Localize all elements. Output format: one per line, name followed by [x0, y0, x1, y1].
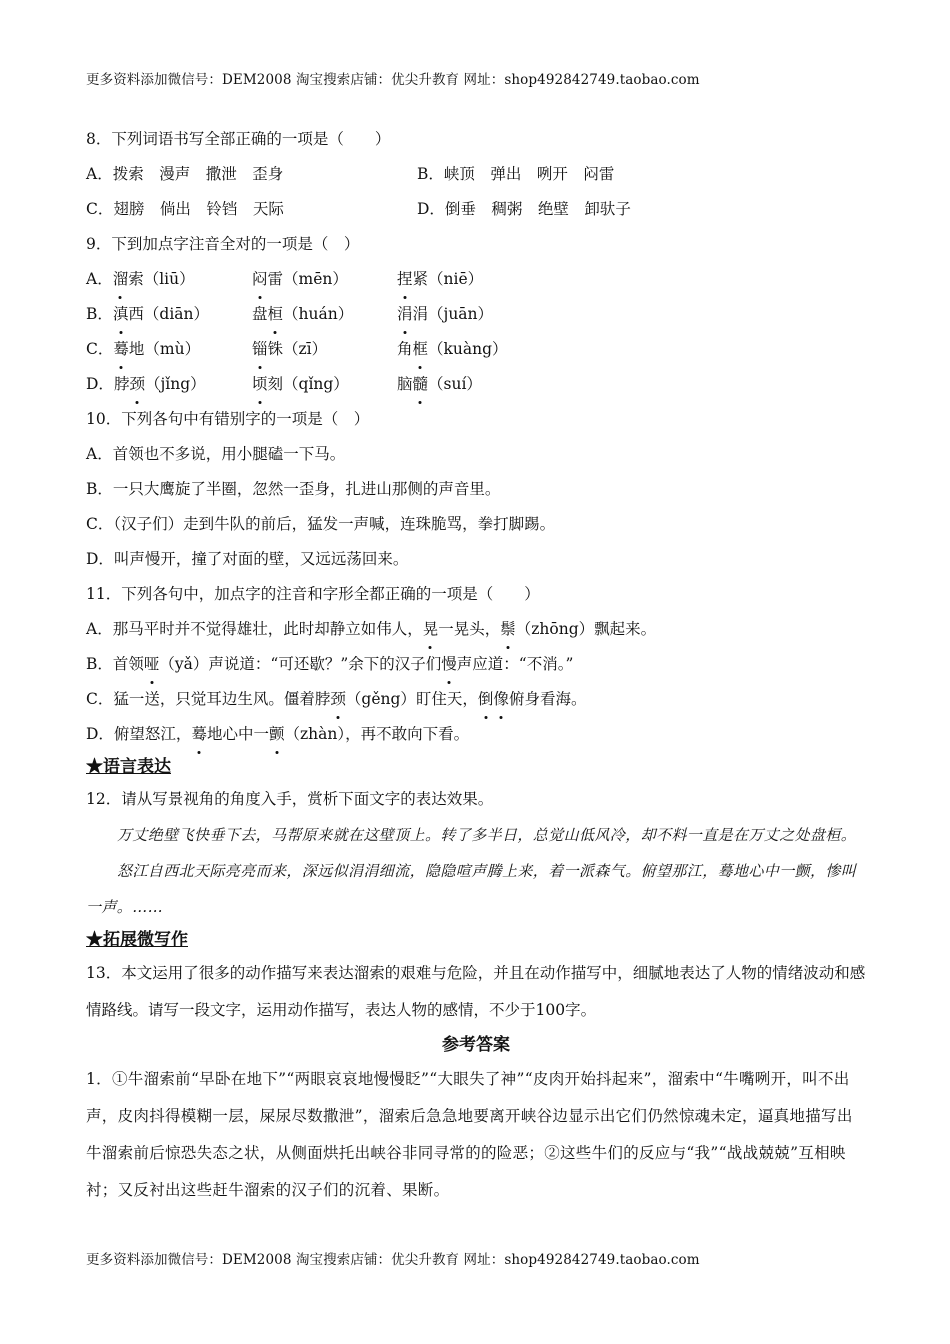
q9-option-a: A．溜索（liū） 闷雷（mēn） 捏紧（niē） — [86, 262, 866, 297]
q10-option-d: D．叫声慢开，撞了对面的壁，又远远荡回来。 — [86, 550, 409, 568]
q11-option-b: B．首领哑（yǎ）声说道：“可还歇？”余下的汉子们慢声应道：“不消。” — [86, 647, 866, 682]
q10-option-b: B．一只大鹰旋了半圈，忽然一歪身，扎进山那侧的声音里。 — [86, 480, 501, 498]
document-content — [86, 122, 866, 1209]
q12-passage-paragraph-2: 怒江自西北天际亮亮而来，深远似涓涓细流，隐隐喧声腾上来，着一派森气。俯望那江，蓦地心中一颤，惨叫一声。…… — [86, 862, 857, 916]
answers-title: 参考答案 — [442, 1035, 510, 1055]
q8-option-a: A．拨索 漫声 撒泄 歪身 — [86, 165, 284, 183]
q9-option-c: C．蓦地（mù） 锱铢（zī） 角框（kuàng） — [86, 332, 866, 367]
q8-row-cd — [86, 192, 866, 227]
answer-1: 1．①牛溜索前“早卧在地下”“两眼哀哀地慢慢眨”“大眼失了神”“皮肉开始抖起来”，溜索中“牛嘴咧开，叫不出声，皮肉抖得模糊一层，屎尿尽数撒泄”，溜索后急急地要离开峡谷边显示出它们仍然惊魂未定，逼真地描写出牛溜索前后惊恐失态之状，从侧面烘托出峡谷非同寻常的的险恶；②这些牛们的反应与“我”“战战兢兢”互相映衬；又反衬出这些赶牛溜索的汉子们的沉着、果断。 — [86, 1070, 853, 1199]
section-heading-language-expression: ★语言表达 — [86, 757, 171, 777]
q11-stem: 11．下列各句中，加点字的注音和字形全都正确的一项是（ ） — [86, 585, 540, 603]
page-header: 更多资料添加微信号：DEM2008 淘宝搜索店铺：优尖升教育 网址：shop492842749.taobao.com — [86, 72, 700, 88]
q12-passage — [86, 817, 866, 925]
q8-option-c: C．翅膀 倘出 铃铛 天际 — [86, 200, 284, 218]
q12-stem: 12．请从写景视角的角度入手，赏析下面文字的表达效果。 — [86, 790, 494, 808]
section-heading-micro-writing: ★拓展微写作 — [86, 930, 188, 950]
q9-stem: 9．下到加点字注音全对的一项是（ ） — [86, 235, 360, 253]
q8-option-b: B．峡顶 弹出 咧开 闷雷 — [417, 165, 615, 183]
q11-option-c: C．猛一送，只觉耳边生风。僵着脖颈（gěng）盯住天，倒像俯身看海。 — [86, 682, 866, 717]
q10-option-c: C．（汉子们）走到牛队的前后，猛发一声喊，连珠脆骂，拳打脚踢。 — [86, 515, 556, 533]
q8-stem: 8．下列词语书写全部正确的一项是（ ） — [86, 130, 391, 148]
q11-option-d: D．俯望怒江，蓦地心中一颤（zhàn），再不敢向下看。 — [86, 717, 866, 752]
q10-option-a: A．首领也不多说，用小腿磕一下马。 — [86, 445, 346, 463]
page-footer: 更多资料添加微信号：DEM2008 淘宝搜索店铺：优尖升教育 网址：shop492842749.taobao.com — [86, 1252, 700, 1268]
q12-passage-paragraph-1: 万丈绝壁飞快垂下去，马帮原来就在这壁顶上。转了多半日，总觉山低风冷，却不料一直是在万丈之处盘桓。 — [117, 826, 857, 844]
q9-option-d: D．脖颈（jǐng） 顷刻（qǐng） 脑髓（suí） — [86, 367, 866, 402]
q11-option-a: A．那马平时并不觉得雄壮，此时却静立如伟人，晃一晃头，鬃（zhōng）飘起来。 — [86, 612, 866, 647]
q13-text: 13．本文运用了很多的动作描写来表达溜索的艰难与危险，并且在动作描写中，细腻地表达了人物的情绪波动和感情路线。请写一段文字，运用动作描写，表达人物的感情，不少于100字。 — [86, 964, 866, 1019]
q10-stem: 10．下列各句中有错别字的一项是（ ） — [86, 410, 370, 428]
q9-option-b: B．滇西（diān） 盘桓（huán） 涓涓（juān） — [86, 297, 866, 332]
q8-option-d: D．倒垂 稠粥 绝壁 卸驮子 — [417, 200, 631, 218]
q8-row-ab — [86, 157, 866, 192]
